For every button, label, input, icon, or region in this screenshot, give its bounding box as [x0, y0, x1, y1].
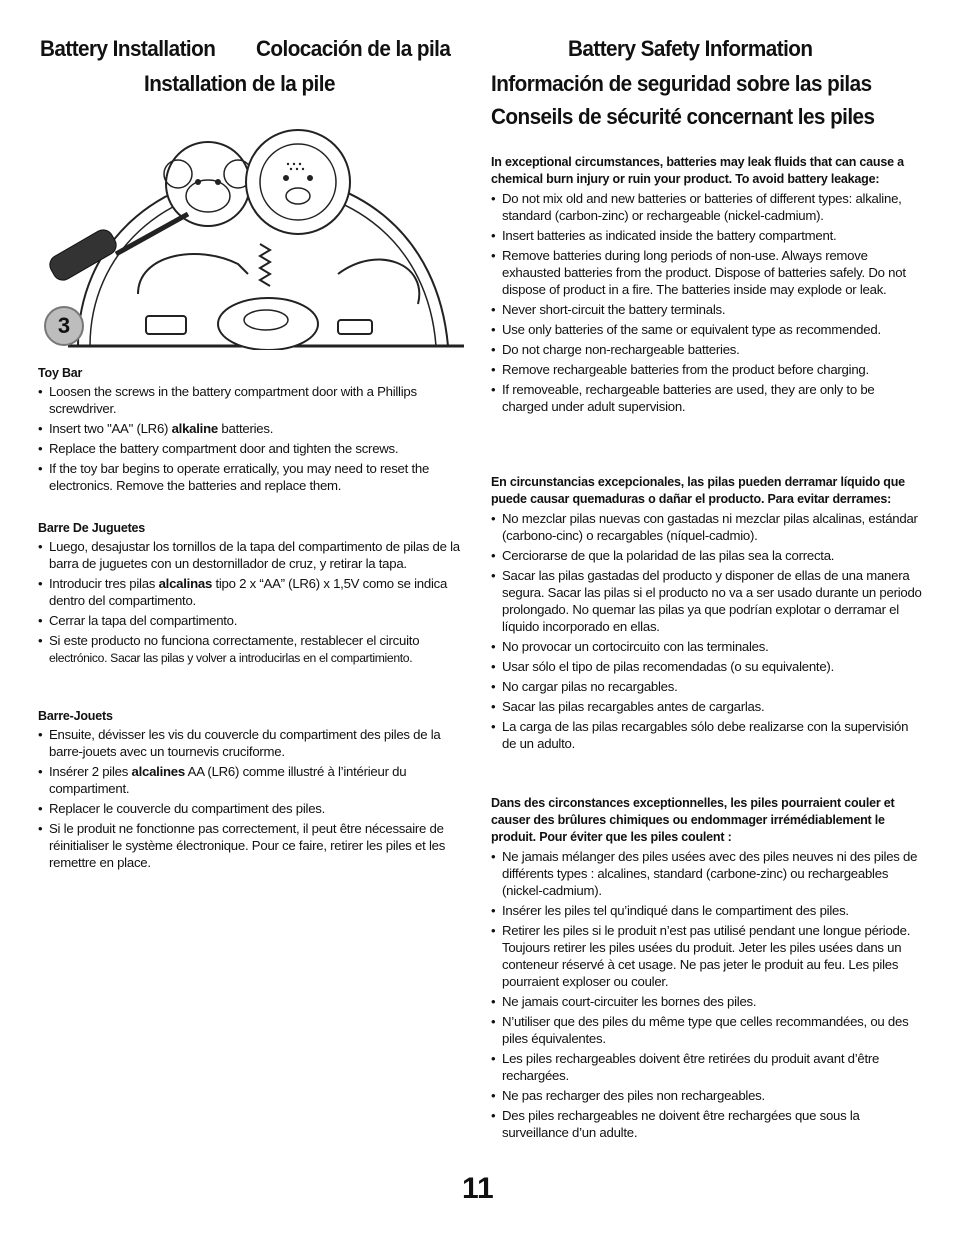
section-intro: In exceptional circumstances, batteries may leak fluids that can cause a chemical burn injury or ruin your product. To avoid battery leakage:: [491, 155, 904, 186]
list-item: • Insérer 2 piles alcalines AA (LR6) comme illustré à l’intérieur du compartiment.: [38, 763, 466, 797]
list-item: • Cerrar la tapa del compartimento.: [38, 612, 466, 629]
list-item: • Les piles rechargeables doivent être retirées du produit avant d’être rechargées.: [491, 1050, 923, 1084]
list-item: • Ne jamais court-circuiter les bornes des piles.: [491, 993, 923, 1010]
list-item: • Introducir tres pilas alcalinas tipo 2 x “AA” (LR6) x 1,5V como se indica dentro del compartimento.: [38, 575, 466, 609]
heading-informacion-seguridad: Información de seguridad sobre las pilas: [491, 71, 872, 96]
section-intro: Dans des circonstances exceptionnelles, les piles pourraient couler et causer des brûlures chimiques ou endommager irrémédiablement le produit. Pour éviter que les piles coulent :: [491, 796, 895, 844]
list-item: • Insert batteries as indicated inside the battery compartment.: [491, 227, 923, 244]
list-item: • Do not charge non-rechargeable batteries.: [491, 341, 923, 358]
heading-conseils-securite: Conseils de sécurité concernant les piles: [491, 104, 875, 129]
list-item: • Insert two "AA" (LR6) alkaline batteries.: [38, 420, 466, 437]
list-item: • No cargar pilas no recargables.: [491, 678, 923, 695]
toy-bar-illustration: [38, 124, 466, 350]
list-item: • Usar sólo el tipo de pilas recomendadas (o su equivalente).: [491, 658, 923, 675]
toy-bar-section: [38, 366, 466, 497]
step-number: 3: [57, 313, 71, 338]
safety-section-spanish: [491, 474, 923, 755]
section-intro: En circunstancias excepcionales, las pilas pueden derramar líquido que puede causar quemaduras o dañar el producto. Para evitar derrames:: [491, 475, 905, 506]
step-badge: [44, 306, 84, 346]
list-item: • Use only batteries of the same or equivalent type as recommended.: [491, 321, 923, 338]
list-item: • If removeable, rechargeable batteries are used, they are only to be charged under adult supervision.: [491, 381, 923, 415]
list-item: • Ensuite, dévisser les vis du couvercle du compartiment des piles de la barre-jouets avec un tournevis cruciforme.: [38, 726, 466, 760]
list-item: • Cerciorarse de que la polaridad de las pilas sea la correcta.: [491, 547, 923, 564]
safety-section-french: [491, 795, 923, 1144]
section-title: Toy Bar: [38, 366, 83, 380]
list-item: • Never short-circuit the battery terminals.: [491, 301, 923, 318]
heading-battery-installation: Battery Installation: [40, 36, 216, 61]
list-item: • No mezclar pilas nuevas con gastadas ni mezclar pilas alcalinas, estándar (carbono-cinc) o recargables (níquel-cadmio).: [491, 510, 923, 544]
list-item: • Si le produit ne fonctionne pas correctement, il peut être nécessaire de réinitialiser le système électronique. Pour ce faire, retirer les piles et les remettre en place.: [38, 820, 466, 871]
list-item: • Sacar las pilas gastadas del producto y disponer de ellas de una manera segura. Sacar las pilas si el producto no va a ser usado durante un periodo prolongado. No quemar las pilas ya que podrían explotar o derramar el líquido incorporado en ellas.: [491, 567, 923, 635]
list-item: • Sacar las pilas recargables antes de cargarlas.: [491, 698, 923, 715]
screwdriver-icon: [46, 214, 188, 284]
list-item: • Do not mix old and new batteries or batteries of different types: alkaline, standard (carbon-zinc) or rechargeable (nickel-cadmium).: [491, 190, 923, 224]
list-item: • Si este producto no funciona correctamente, restablecer el circuito electrónico. Sacar las pilas y volver a introducirlas en el compartimiento.: [38, 632, 466, 667]
page-number: 11: [462, 1172, 494, 1205]
list-item: • Ne pas recharger des piles non rechargeables.: [491, 1087, 923, 1104]
section-title: Barre De Juguetes: [38, 521, 146, 535]
list-item: • Ne jamais mélanger des piles usées avec des piles neuves ni des piles de différents types : alcalines, standard (carbone-zinc) ou rechargeables (nickel-cadmium).: [491, 848, 923, 899]
barra-juguetes-section: [38, 521, 466, 670]
section-title: Barre-Jouets: [38, 709, 113, 723]
list-item: • La carga de las pilas recargables sólo debe realizarse con la supervisión de un adulto.: [491, 718, 923, 752]
list-item: • No provocar un cortocircuito con las terminales.: [491, 638, 923, 655]
list-item: • Replacer le couvercle du compartiment des piles.: [38, 800, 466, 817]
list-item: • Insérer les piles tel qu’indiqué dans le compartiment des piles.: [491, 902, 923, 919]
list-item: • Des piles rechargeables ne doivent être rechargées que sous la surveillance d’un adulte.: [491, 1107, 923, 1141]
heading-battery-safety: Battery Safety Information: [568, 36, 813, 61]
heading-colocacion-pila: Colocación de la pila: [256, 36, 451, 61]
list-item: • N’utiliser que des piles du même type que celles recommandées, ou des piles équivalentes.: [491, 1013, 923, 1047]
list-item: • Retirer les piles si le produit n’est pas utilisé pendant une longue période. Toujours retirer les piles usées du produit. Jeter les piles usées dans un conteneur réservé à cet usage. Ne pas jeter le produit au feu. Les piles pourraient exploser ou couler.: [491, 922, 923, 990]
safety-section-english: [491, 154, 923, 418]
list-item: • If the toy bar begins to operate erratically, you may need to reset the electronics. Remove the batteries and replace them.: [38, 460, 466, 494]
heading-installation-pile: Installation de la pile: [144, 71, 335, 96]
list-item: • Remove batteries during long periods of non-use. Always remove exhausted batteries from the product. Dispose of batteries safely. Do not dispose of product in a fire. The batteries inside may explode or leak.: [491, 247, 923, 298]
barre-jouets-section: [38, 709, 466, 874]
list-item: • Luego, desajustar los tornillos de la tapa del compartimento de pilas de la barra de juguetes con un destornillador de cruz, y retirar la tapa.: [38, 538, 466, 572]
list-item: • Loosen the screws in the battery compartment door with a Phillips screwdriver.: [38, 383, 466, 417]
list-item: • Remove rechargeable batteries from the product before charging.: [491, 361, 923, 378]
list-item: • Replace the battery compartment door and tighten the screws.: [38, 440, 466, 457]
